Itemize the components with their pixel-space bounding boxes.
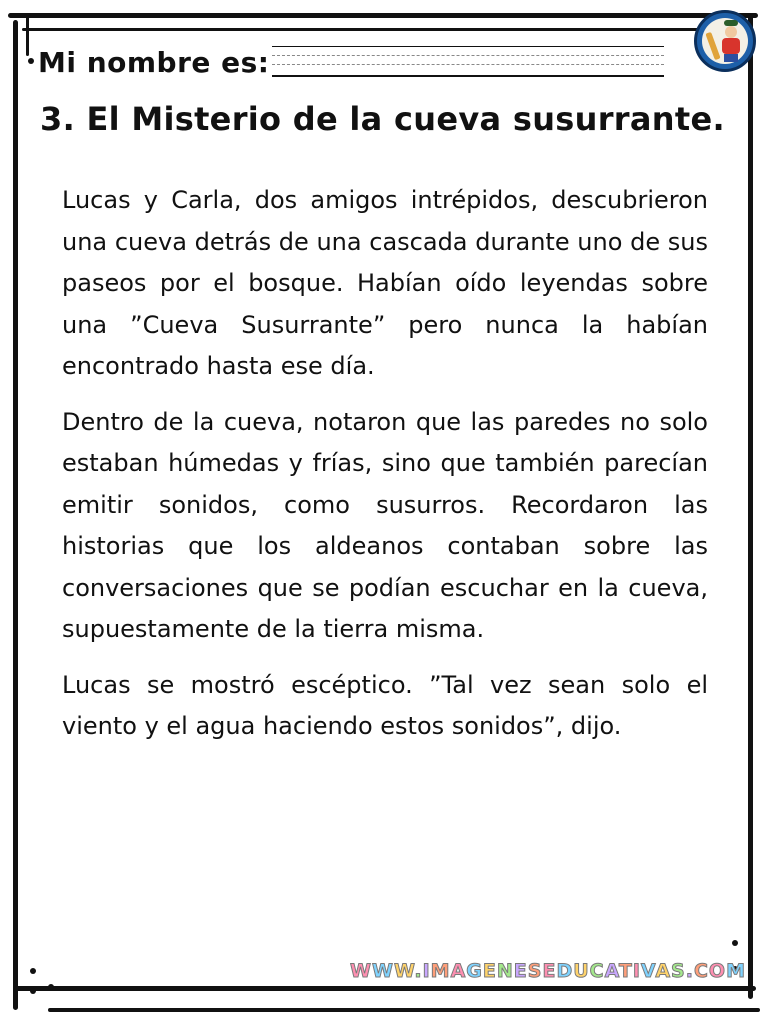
watermark-letter: O: [708, 960, 727, 982]
frame-top-line-2: [22, 28, 712, 31]
frame-dot: [30, 968, 36, 974]
frame-left-line: [13, 20, 18, 1010]
name-writing-lines[interactable]: [272, 44, 664, 78]
frame-right-line: [748, 14, 753, 999]
watermark-letter: S: [671, 960, 686, 982]
student-with-pencil-icon: [702, 18, 748, 64]
watermark-letter: .: [414, 960, 423, 982]
watermark-letter: A: [655, 960, 672, 982]
watermark-letter: W: [393, 960, 415, 982]
watermark-letter: E: [542, 960, 557, 982]
frame-dot: [732, 940, 738, 946]
watermark-letter: W: [371, 960, 394, 982]
frame-left-line-2: [26, 16, 29, 56]
name-row: [38, 46, 270, 79]
website-watermark: [350, 960, 746, 982]
watermark-letter: E: [482, 960, 497, 982]
story-paragraph: Dentro de la cueva, notaron que las paredes no solo estaban húmedas y frías, sino que también parecían emitir sonidos, como susurros. Recordaron las historias que los aldeanos contaban sobre las conversaciones que se podían escuchar en la cueva, supuestamente de la tierra misma.: [62, 407, 708, 643]
frame-dot: [48, 984, 54, 990]
frame-bottom-line: [14, 986, 756, 991]
story-paragraph: Lucas y Carla, dos amigos intrépidos, descubrieron una cueva detrás de una cascada durante uno de sus paseos por el bosque. Habían oído leyendas sobre una ”Cueva Susurrante” pero nunca la habían encontrado hasta ese día.: [62, 186, 708, 380]
story-text: [62, 180, 708, 762]
watermark-letter: G: [466, 960, 483, 982]
watermark-letter: I: [422, 960, 431, 982]
watermark-letter: W: [350, 960, 372, 982]
page-title: 3. El Misterio de la cueva susurrante.: [40, 100, 725, 138]
watermark-letter: D: [556, 960, 574, 982]
watermark-letter: V: [640, 960, 656, 982]
watermark-letter: A: [450, 960, 467, 982]
watermark-letter: M: [430, 960, 451, 982]
watermark-letter: .: [685, 960, 694, 982]
frame-bottom-line-2: [48, 1008, 760, 1012]
watermark-letter: I: [632, 960, 641, 982]
watermark-letter: M: [726, 960, 746, 982]
watermark-letter: E: [513, 960, 528, 982]
watermark-letter: S: [527, 960, 543, 982]
watermark-letter: C: [589, 960, 605, 982]
frame-dot: [28, 58, 34, 64]
watermark-letter: N: [496, 960, 514, 982]
frame-top-line: [8, 13, 758, 18]
frame-dot: [30, 988, 36, 994]
name-label: Mi nombre es:: [38, 46, 270, 79]
story-paragraph: Lucas se mostró escéptico. ”Tal vez sean solo el viento y el agua haciendo estos sonidos”, dijo.: [62, 670, 708, 740]
watermark-letter: A: [604, 960, 619, 982]
watermark-letter: U: [573, 960, 590, 982]
watermark-letter: C: [693, 960, 709, 982]
brand-logo: [694, 10, 756, 72]
watermark-letter: T: [618, 960, 633, 982]
